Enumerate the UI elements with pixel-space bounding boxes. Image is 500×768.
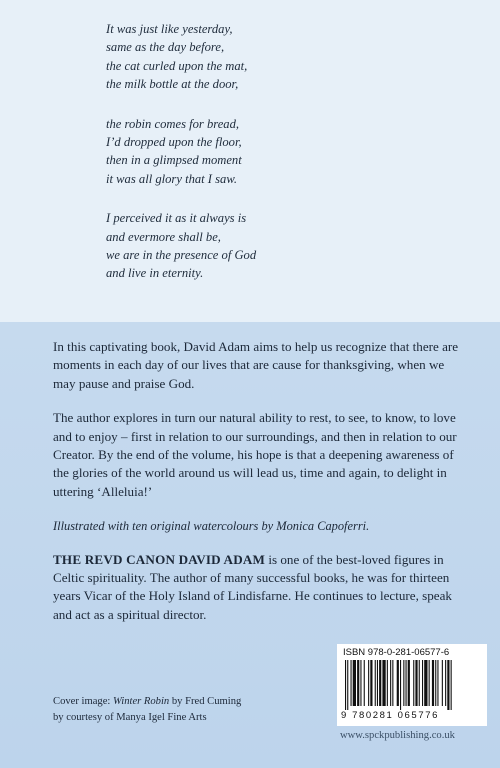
- poem-line: It was just like yesterday,: [106, 22, 233, 36]
- barcode-bar: [392, 660, 393, 706]
- poem-stanza: [106, 115, 436, 189]
- barcode-bar: [377, 660, 378, 706]
- barcode-bar: [397, 660, 399, 706]
- book-description: [53, 338, 463, 640]
- poem-stanza: [106, 209, 436, 283]
- poem-line: the cat curled upon the mat,: [106, 58, 248, 73]
- author-bio: [53, 551, 463, 625]
- barcode-bar: [387, 660, 388, 706]
- barcode-bar: [382, 660, 385, 706]
- cover-image-title: Winter Robin: [113, 696, 170, 707]
- barcode-bar: [429, 660, 430, 706]
- poem-stanza: [106, 20, 436, 94]
- poem-line: and evermore shall be,: [106, 229, 221, 244]
- poem-line: I’d dropped upon the floor,: [106, 135, 242, 150]
- barcode-bar: [375, 660, 376, 706]
- barcode-bar: [447, 660, 449, 710]
- poem-line: then in a glimpsed moment: [106, 153, 242, 168]
- barcode-bar: [408, 660, 410, 706]
- poem-line: and live in eternity.: [106, 266, 204, 281]
- courtesy-line: by courtesy of Manya Igel Fine Arts: [53, 712, 207, 723]
- barcode-bar: [353, 660, 356, 706]
- author-bio-text: is one of the best-loved figures in Celtic spirituality. The author of many successful books, he was for thirteen years Vicar of the Holy Island of Lindisfarne. He continues to lecture, speak and act as a spiritual director.: [53, 551, 452, 622]
- barcode-bar: [357, 660, 359, 706]
- barcode-bar: [435, 660, 436, 706]
- poem-line: it was all glory that I saw.: [106, 171, 237, 186]
- barcode-bar: [451, 660, 452, 710]
- barcode-bar: [370, 660, 372, 706]
- cover-credit-prefix: Cover image:: [53, 696, 114, 707]
- barcode-bar: [442, 660, 443, 706]
- barcode-bar: [390, 660, 391, 706]
- barcode-bar: [406, 660, 407, 706]
- barcode-bar: [379, 660, 381, 706]
- poem-line: I perceived it as it always is: [106, 211, 247, 226]
- barcode-bar: [445, 660, 446, 706]
- barcode-bar: [400, 660, 401, 710]
- barcode-digits: 9 780281 065776: [341, 710, 439, 721]
- isbn-barcode: [337, 644, 487, 726]
- barcode-bar: [437, 660, 438, 706]
- poem-line: the milk bottle at the door,: [106, 77, 239, 92]
- barcode-bar: [364, 660, 365, 706]
- cover-credit-artist: by Fred Cuming: [169, 696, 242, 707]
- barcode-bar: [419, 660, 420, 706]
- poem-line: we are in the presence of God: [106, 248, 257, 263]
- barcode-bar: [422, 660, 423, 706]
- barcode-bar: [432, 660, 434, 706]
- poem: [106, 20, 436, 304]
- barcode-bar: [415, 660, 417, 706]
- poem-line: same as the day before,: [106, 40, 225, 55]
- isbn-label: ISBN 978-0-281-06577-6: [343, 647, 450, 658]
- author-name: THE REVD CANON DAVID ADAM: [53, 551, 266, 567]
- poem-line: the robin comes for bread,: [106, 116, 240, 131]
- cover-credit-line: [53, 694, 241, 710]
- barcode-icon: [343, 660, 481, 710]
- barcode-bar: [351, 660, 352, 706]
- description-paragraph: The author explores in turn our natural ability to rest, to see, to know, to love and to enjoy – first in relation to our surroundings, and then in relation to our Creator. By the end of the volume, his hope is that a deepening awareness of the glories of the world around us will lead us, time and again, to delight in uttering ‘Alleluia!’: [53, 410, 457, 499]
- barcode-bar: [347, 660, 348, 710]
- publisher-website[interactable]: www.spckpublishing.co.uk: [340, 730, 455, 741]
- illustration-credit: Illustrated with ten original watercolours by Monica Capoferri.: [53, 519, 370, 534]
- barcode-bar: [368, 660, 369, 706]
- cover-image-credit: [53, 694, 241, 726]
- barcode-bar: [345, 660, 346, 710]
- barcode-bar: [360, 660, 361, 706]
- barcode-bar: [424, 660, 427, 706]
- barcode-bar: [413, 660, 414, 706]
- barcode-bar: [403, 660, 404, 706]
- description-paragraph: In this captivating book, David Adam aims to help us recognize that there are moments in each day of our lives that are cause for thanksgiving, when we may pause and praise God.: [53, 339, 459, 391]
